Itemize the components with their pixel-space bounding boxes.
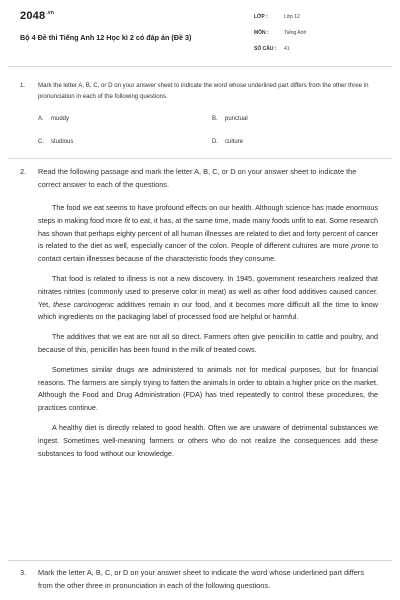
- site-logo[interactable]: [20, 10, 54, 22]
- text-run: The food we eat seems to have profound effects on our health. Although science has made enormous steps in making food more: [38, 203, 378, 225]
- emphasized-word: fit: [124, 215, 130, 225]
- option-label: A.: [38, 116, 44, 122]
- option-b[interactable]: [212, 116, 248, 122]
- passage-paragraph-3: [38, 331, 378, 357]
- question-number: 3.: [20, 568, 27, 577]
- logo-suffix: .vn: [46, 10, 55, 16]
- meta-class-row: [254, 14, 306, 30]
- meta-subject-row: [254, 30, 306, 46]
- meta-key: SỐ CÂU :: [254, 46, 277, 52]
- logo-text: 2048: [20, 10, 46, 22]
- option-d[interactable]: [212, 139, 243, 145]
- meta-value: Lớp 12: [284, 14, 300, 20]
- question-text: Read the following passage and mark the letter A, B, C, or D on your answer sheet to indicate the correct answer to each of the questions.: [38, 167, 357, 189]
- text-run: That food is related to illness is not a new discovery. In 1945, government researchers realized that nitrates nitrites (commonly used to preserve color in meat) as well as other food additives caused cancer. Yet,: [38, 273, 378, 309]
- option-text: culture: [225, 139, 244, 145]
- text-run: Sometimes similar drugs are administered to animals not for medical purposes, but for financial reasons. The farmers are simply trying to fatten the animals in order to obtain a higher price on the market. Although the Food and Drug Administration (FDA) has tried repeatedly to control these procedures, the practices continue.: [38, 364, 378, 413]
- document-title: Bộ 4 Đề thi Tiếng Anh 12 Học kì 2 có đáp án (Đề 3): [20, 33, 192, 42]
- option-text: studious: [51, 139, 74, 145]
- question-text: Mark the letter A, B, C, or D on your answer sheet to indicate the word whose underlined part differs from the other three in pronunciation in each of the following questions.: [38, 568, 365, 590]
- reading-passage: [38, 202, 378, 467]
- text-run: The additives that we eat are not all so direct. Farmers often give penicillin to cattle and poultry, and because of this, penicillin has been found in the milk of treated cows.: [38, 332, 378, 354]
- passage-paragraph-5: [38, 422, 378, 460]
- meta-key: MÔN :: [254, 30, 269, 36]
- question-2: [20, 166, 378, 191]
- question-1: [20, 80, 378, 102]
- text-run: to eat, it has, at the same time, made many foods unfit to eat. Some research has shown that perhaps eighty percent of all human illnesses are related to diet and forty percent of cancer is related to the diet as well, especially cancer of the colon. People of different cultures are more: [38, 215, 378, 251]
- emphasized-word: prone: [351, 241, 370, 251]
- option-label: D.: [212, 139, 218, 145]
- page-header: [0, 0, 400, 64]
- option-c[interactable]: [38, 139, 73, 145]
- passage-paragraph-4: [38, 364, 378, 415]
- meta-count-row: [254, 46, 306, 62]
- passage-paragraph-1: [38, 202, 378, 266]
- option-a[interactable]: [38, 116, 69, 122]
- question-3: [20, 567, 378, 592]
- option-label: C.: [38, 139, 44, 145]
- document-meta: [254, 14, 306, 62]
- divider: [8, 158, 392, 159]
- passage-paragraph-2: [38, 273, 378, 324]
- text-run: to contact certain illnesses because of the characteristic foods they consume.: [38, 241, 378, 264]
- text-run: A healthy diet is directly related to good health. Often we are unaware of detrimental substances we ingest. Sometimes well-meaning farmers or others who do not realize the consequences add these substances to food without our knowledge.: [38, 422, 378, 458]
- meta-value: Tiếng Anh: [284, 30, 307, 36]
- divider: [8, 66, 392, 67]
- option-text: muddy: [51, 116, 70, 122]
- meta-value: 41: [284, 46, 290, 52]
- divider: [8, 560, 392, 561]
- meta-key: LỚP :: [254, 14, 268, 20]
- question-number: 1.: [20, 82, 26, 89]
- emphasized-word: these carcinogenic: [53, 299, 115, 309]
- text-run: additives remain in our food, and it becomes more difficult all the time to know which ingredients on the packaging label of processed food are helpful or harmful.: [38, 299, 378, 322]
- question-text: Mark the letter A, B, C, or D on your answer sheet to indicate the word whose underlined part differs from the other three in pronunciation in each of the following questions.: [38, 82, 369, 100]
- option-text: punctual: [225, 116, 248, 122]
- option-label: B.: [212, 116, 218, 122]
- question-number: 2.: [20, 167, 27, 176]
